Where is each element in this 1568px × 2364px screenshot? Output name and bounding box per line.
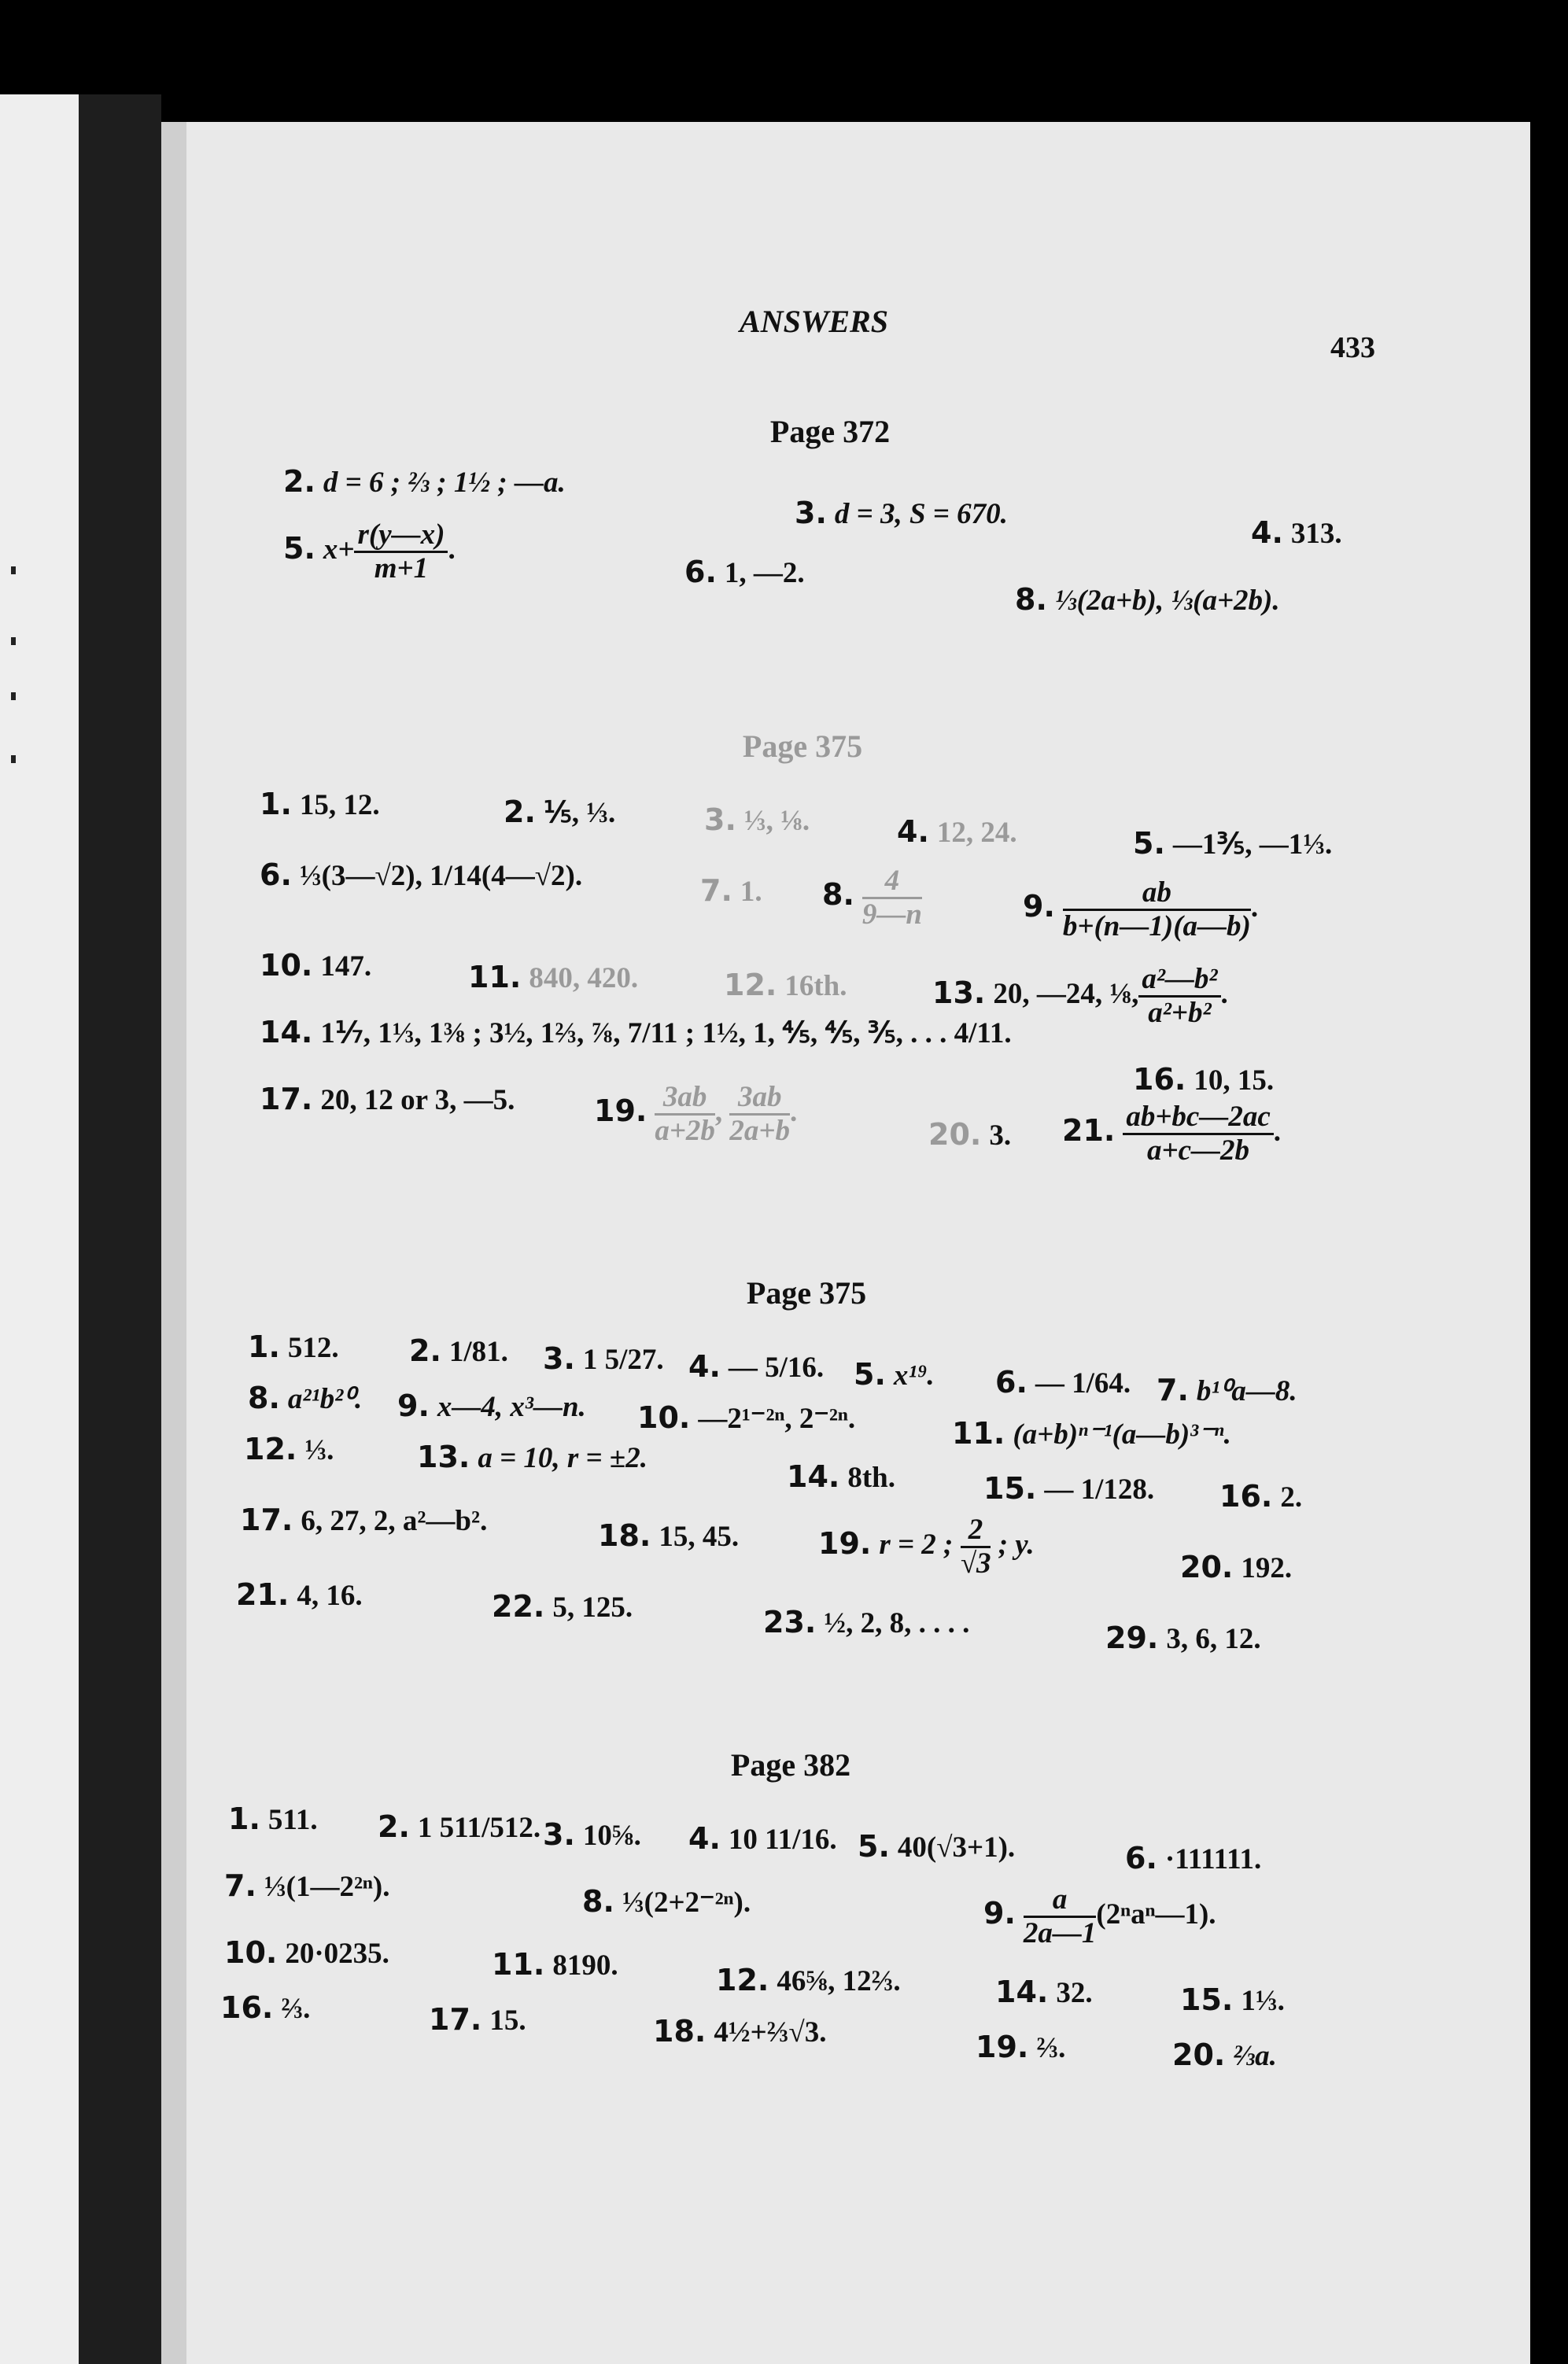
answer-375a-6: 6. ⅓(3—√2), 1/14(4—√2). (260, 857, 583, 892)
left-page-mark (11, 692, 16, 700)
answer-382-16: 16. ⅔. (220, 1990, 311, 2025)
answer-375a-16: 16. 10, 15. (1133, 1062, 1275, 1097)
answer-375b-29: 29. 3, 6, 12. (1105, 1621, 1261, 1655)
section-heading-375b: Page 375 (746, 1275, 867, 1311)
answer-375b-17: 17. 6, 27, 2, a²—b². (240, 1503, 488, 1537)
answer-375b-9: 9. x—4, x³—n. (397, 1389, 586, 1423)
answer-372-6: 6. 1, —2. (684, 555, 805, 589)
left-page-mark (11, 755, 16, 763)
answer-375a-17: 17. 20, 12 or 3, —5. (260, 1082, 515, 1116)
book-gutter (79, 94, 161, 2364)
answer-375a-3: 3. ⅓, ⅛. (704, 802, 810, 837)
answer-382-11: 11. 8190. (492, 1947, 618, 1982)
answer-382-6: 6. ·111111. (1125, 1841, 1262, 1875)
answer-382-14: 14. 32. (995, 1975, 1093, 2009)
answer-375b-21: 21. 4, 16. (236, 1577, 363, 1612)
gutter-shadow (161, 122, 186, 2364)
answer-382-20: 20. ⅔a. (1172, 2038, 1277, 2072)
book-page (161, 122, 1530, 2364)
answer-382-9: 9. $\frac{a}{2a—1}$ (2ⁿaⁿ—1). (983, 1883, 1216, 1949)
left-page-mark (11, 637, 16, 645)
answer-375a-14: 14. 1⅐, 1⅓, 1⅜ ; 3½, 1⅔, ⅞, 7/11 ; 1½, 1, ⅘, ⅘, ⅗, . . . 4/11. (260, 1015, 1012, 1049)
answer-375b-6: 6. — 1/64. (995, 1365, 1131, 1400)
left-page-edge (0, 94, 79, 2364)
answer-382-2: 2. 1 511/512. (378, 1809, 541, 1844)
section-heading-372: Page 372 (769, 414, 891, 449)
answer-375b-2: 2. 1/81. (409, 1333, 508, 1368)
answer-375b-15: 15. — 1/128. (983, 1471, 1155, 1506)
answer-375b-7: 7. b¹⁰a—8. (1157, 1373, 1297, 1407)
answer-382-19: 19. ⅔. (976, 2030, 1066, 2064)
answer-375a-19: 19. $\frac{3ab}{a+2b}$ , $\frac{3ab}{2a+b}$ . (594, 1081, 798, 1147)
answer-375a-13: 13. 20, —24, ⅛, $\frac{\text{a²—b²}}{\text{a²+b²}}$ . (932, 963, 1228, 1029)
answer-375b-10: 10. —2¹⁻²ⁿ, 2⁻²ⁿ. (637, 1400, 856, 1435)
answer-375b-3: 3. 1 5/27. (543, 1341, 664, 1376)
answer-372-5: 5. x+ $\frac{r(y—x)}{m+1}$ . (283, 518, 456, 585)
answer-375b-8: 8. a²¹b²⁰. (248, 1381, 363, 1415)
answer-375a-8: 8. $\frac{4}{9—n}$ (822, 865, 922, 931)
answer-382-7: 7. ⅓(1—2²ⁿ). (224, 1868, 390, 1903)
answer-375a-7: 7. 1. (700, 873, 762, 908)
answer-375a-11: 11. 840, 420. (468, 960, 639, 994)
answer-382-17: 17. 15. (429, 2002, 526, 2037)
answer-375a-1: 1. 15, 12. (260, 787, 380, 821)
page-number: 433 (1330, 331, 1375, 364)
answer-375b-22: 22. 5, 125. (492, 1589, 633, 1624)
answer-382-1: 1. 511. (228, 1802, 318, 1836)
answer-382-3: 3. 10⅝. (543, 1817, 641, 1852)
answer-375a-5: 5. —1⅗, —1⅓. (1133, 826, 1333, 861)
answer-375a-4: 4. 12, 24. (897, 814, 1017, 849)
answer-382-8: 8. ⅓(2+2⁻²ⁿ). (582, 1884, 751, 1919)
answer-375b-18: 18. 15, 45. (598, 1518, 740, 1553)
answer-375b-14: 14. 8th. (787, 1459, 895, 1494)
answer-382-15: 15. 1⅓. (1180, 1982, 1285, 2017)
answer-375a-21: 21. $\frac{ab+bc—2ac}{a+c—2b}$ . (1062, 1101, 1282, 1167)
answer-372-3: 3. d = 3, S = 670. (795, 496, 1008, 530)
answer-375a-2: 2. ⅕, ⅓. (504, 795, 616, 829)
answer-375b-13: 13. a = 10, r = ±2. (417, 1440, 647, 1474)
answer-372-8: 8. ⅓(2a+b), ⅓(a+2b). (1015, 582, 1280, 617)
answer-375b-4: 4. — 5/16. (688, 1349, 825, 1384)
answer-372-4: 4. 313. (1251, 515, 1342, 550)
answer-382-10: 10. 20·0235. (224, 1935, 389, 1970)
answer-375b-1: 1. 512. (248, 1330, 339, 1364)
answer-382-18: 18. 4½+⅔√3. (653, 2014, 827, 2049)
answer-375b-16: 16. 2. (1219, 1479, 1303, 1514)
answer-382-4: 4. 10 11/16. (688, 1821, 837, 1856)
answer-382-12: 12. 46⅝, 12⅔. (716, 1963, 901, 1997)
section-heading-375a: Page 375 (742, 728, 863, 764)
answer-375a-9: 9. $\frac{ab}{b+(n—1)(a—b)}$ . (1023, 876, 1259, 942)
answer-375b-5: 5. x¹⁹. (854, 1357, 935, 1392)
answer-375b-19: 19. r = 2 ; $\frac{2}{√3}$ ; y. (818, 1514, 1035, 1580)
answer-375b-23: 23. ½, 2, 8, . . . . (763, 1605, 970, 1639)
answer-375a-20: 20. 3. (928, 1117, 1012, 1152)
answer-372-2: 2. d = 6 ; ⅔ ; 1½ ; —a. (283, 464, 566, 499)
answer-375b-11: 11. (a+b)ⁿ⁻¹(a—b)³⁻ⁿ. (952, 1416, 1231, 1451)
answer-375b-20: 20. 192. (1180, 1550, 1293, 1584)
answer-382-5: 5. 40(√3+1). (858, 1829, 1016, 1864)
answer-375b-12: 12. ⅓. (244, 1432, 334, 1466)
answer-375a-10: 10. 147. (260, 948, 372, 983)
left-page-mark (11, 566, 16, 574)
answer-375a-12: 12. 16th. (724, 968, 847, 1002)
section-heading-382: Page 382 (730, 1747, 851, 1783)
running-head: ANSWERS (740, 304, 888, 339)
